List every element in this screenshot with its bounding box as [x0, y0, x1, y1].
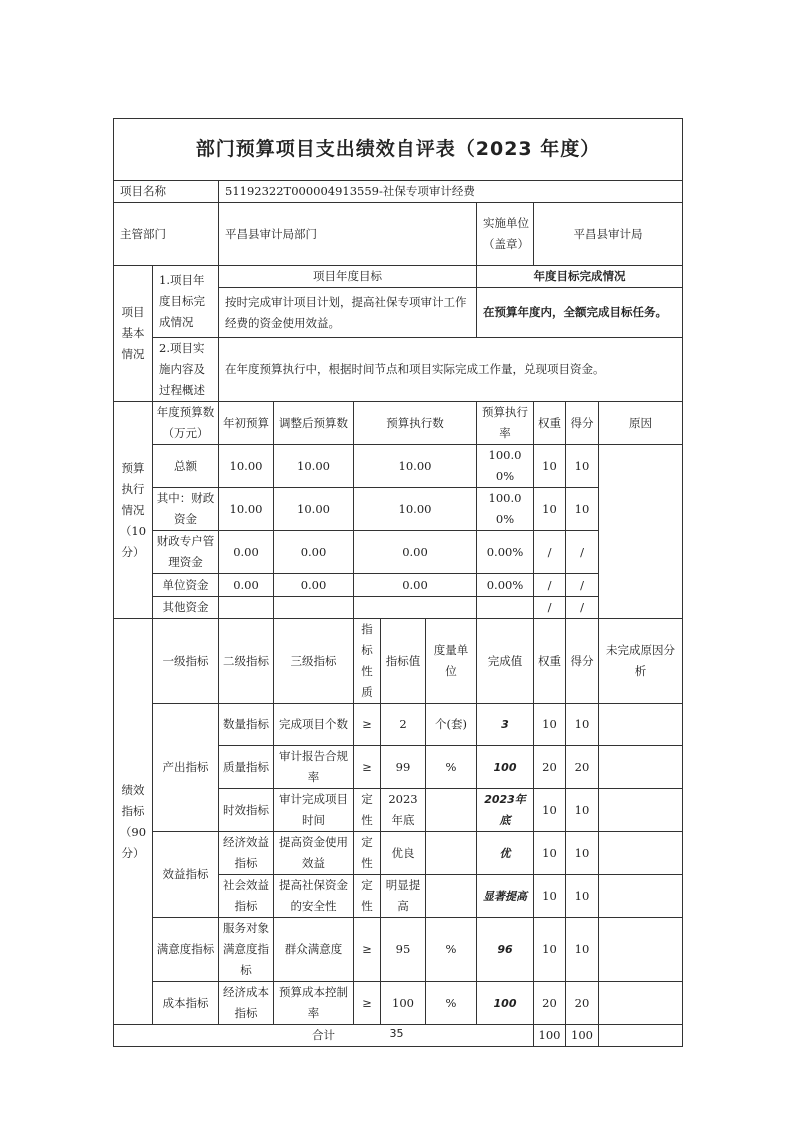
goal-label: 1.项目年度目标完成情况	[153, 266, 219, 338]
cell: %	[426, 918, 477, 982]
perf-header: 权重	[534, 619, 566, 704]
cell: 10	[534, 488, 566, 531]
perf-header: 得分	[566, 619, 599, 704]
cell: 完成项目个数	[274, 704, 354, 746]
cell: ≥	[354, 746, 381, 789]
cell: 100	[381, 982, 426, 1025]
cell: 0.00	[354, 574, 477, 597]
perf-row	[114, 982, 683, 1025]
cell	[354, 597, 477, 619]
cell: 10	[566, 488, 599, 531]
cell	[426, 875, 477, 918]
cell: 0.00	[274, 574, 354, 597]
basic-section-label: 项目基本情况	[114, 266, 153, 402]
cell: 其他资金	[153, 597, 219, 619]
goal-text: 按时完成审计项目计划，提高社保专项审计工作经费的资金使用效益。	[219, 288, 477, 338]
budget-row	[114, 574, 683, 597]
cell	[599, 875, 683, 918]
impl-unit-value: 平昌县审计局	[534, 203, 683, 266]
cell	[426, 832, 477, 875]
group-label: 满意度指标	[153, 918, 219, 982]
cell: 0.00	[219, 574, 274, 597]
cell	[599, 832, 683, 875]
cell: 单位资金	[153, 574, 219, 597]
perf-header: 一级指标	[153, 619, 219, 704]
cell: 0.00	[274, 531, 354, 574]
group-label: 成本指标	[153, 982, 219, 1025]
cell: 10	[534, 445, 566, 488]
page-number: 35	[389, 1027, 404, 1040]
cell: /	[566, 597, 599, 619]
cell: 优良	[381, 832, 426, 875]
project-name-label: 项目名称	[114, 181, 219, 203]
perf-header: 指标性质	[354, 619, 381, 704]
cell: 财政专户管理资金	[153, 531, 219, 574]
cell: 其中：财政资金	[153, 488, 219, 531]
cell: /	[534, 597, 566, 619]
cell: /	[534, 531, 566, 574]
cell: 总额	[153, 445, 219, 488]
total-weight: 100	[534, 1025, 566, 1047]
cell	[599, 982, 683, 1025]
cell: 10	[534, 789, 566, 832]
cell: 100	[477, 746, 534, 789]
cell: 质量指标	[219, 746, 274, 789]
cell: 显著提高	[477, 875, 534, 918]
cell: 优	[477, 832, 534, 875]
cell: 明显提高	[381, 875, 426, 918]
budget-row	[114, 488, 683, 531]
cell: 10.00	[354, 488, 477, 531]
cell: 10.00	[274, 488, 354, 531]
cell: 预算成本控制率	[274, 982, 354, 1025]
cell: %	[426, 746, 477, 789]
budget-header: 权重	[534, 402, 566, 445]
project-name-value: 51192322T000004913559-社保专项审计经费	[219, 181, 683, 203]
group-label: 效益指标	[153, 832, 219, 918]
cell: 3	[477, 704, 534, 746]
perf-header: 未完成原因分析	[599, 619, 683, 704]
perf-header: 完成值	[477, 619, 534, 704]
cell: 10	[534, 832, 566, 875]
cell: 0.00	[219, 531, 274, 574]
cell: 10	[534, 918, 566, 982]
budget-header: 调整后预算数	[274, 402, 354, 445]
budget-row	[114, 597, 683, 619]
cell: 10.00	[354, 445, 477, 488]
cell: 10.00	[274, 445, 354, 488]
cell: 10	[566, 875, 599, 918]
done-text: 在预算年度内，全额完成目标任务。	[477, 288, 683, 338]
goal-header: 项目年度目标	[219, 266, 477, 288]
cell: 社会效益指标	[219, 875, 274, 918]
cell: ≥	[354, 704, 381, 746]
cell	[274, 597, 354, 619]
cell: 20	[566, 746, 599, 789]
cell: 2023年底	[381, 789, 426, 832]
cell: 10	[534, 875, 566, 918]
cell: 96	[477, 918, 534, 982]
perf-row	[114, 704, 683, 746]
cell	[477, 597, 534, 619]
total-label: 合计	[114, 1025, 534, 1047]
group-label: 产出指标	[153, 704, 219, 832]
cell: 10.00	[219, 488, 274, 531]
cell: 10.00	[219, 445, 274, 488]
cell	[599, 704, 683, 746]
perf-header: 三级指标	[274, 619, 354, 704]
cell: 100	[477, 982, 534, 1025]
done-header: 年度目标完成情况	[477, 266, 683, 288]
cell: 审计报告合规率	[274, 746, 354, 789]
cell: 服务对象满意度指标	[219, 918, 274, 982]
cell: 定性	[354, 832, 381, 875]
cell: 10	[534, 704, 566, 746]
cell: 提高资金使用效益	[274, 832, 354, 875]
cell: 群众满意度	[274, 918, 354, 982]
cell: 时效指标	[219, 789, 274, 832]
cell	[599, 746, 683, 789]
cell: 提高社保资金的安全性	[274, 875, 354, 918]
budget-header: 预算执行数	[354, 402, 477, 445]
cell: 20	[534, 982, 566, 1025]
cell: ≥	[354, 918, 381, 982]
cell: 0.00	[354, 531, 477, 574]
cell: 10	[566, 445, 599, 488]
perf-header: 指标值	[381, 619, 426, 704]
cell: 定性	[354, 875, 381, 918]
budget-header: 年度预算数（万元）	[153, 402, 219, 445]
cell: 20	[566, 982, 599, 1025]
perf-header: 二级指标	[219, 619, 274, 704]
budget-header: 年初预算	[219, 402, 274, 445]
perf-row	[114, 918, 683, 982]
cell: /	[566, 574, 599, 597]
cell: 100.00%	[477, 445, 534, 488]
cell: 2023年底	[477, 789, 534, 832]
budget-row	[114, 445, 683, 488]
cell: 20	[534, 746, 566, 789]
cell: 0.00%	[477, 574, 534, 597]
impl-unit-label: 实施单位（盖章）	[477, 203, 534, 266]
cell: /	[566, 531, 599, 574]
cell: 数量指标	[219, 704, 274, 746]
cell: 10	[566, 832, 599, 875]
cell: 审计完成项目时间	[274, 789, 354, 832]
table-title: 部门预算项目支出绩效自评表（2023 年度）	[114, 119, 683, 181]
budget-section-label: 预算执行情况（10分）	[114, 402, 153, 619]
cell: 个(套)	[426, 704, 477, 746]
dept-value: 平昌县审计局部门	[219, 203, 477, 266]
perf-row	[114, 832, 683, 875]
cell: 定性	[354, 789, 381, 832]
self-evaluation-table	[113, 118, 683, 1047]
cell: 99	[381, 746, 426, 789]
cell: %	[426, 982, 477, 1025]
impl-content-text: 在年度预算执行中，根据时间节点和项目实际完成工作量，兑现项目资金。	[219, 338, 683, 402]
cell: ≥	[354, 982, 381, 1025]
budget-header: 预算执行率	[477, 402, 534, 445]
cell: /	[534, 574, 566, 597]
perf-header: 度量单位	[426, 619, 477, 704]
cell: 95	[381, 918, 426, 982]
cell: 2	[381, 704, 426, 746]
total-score: 100	[566, 1025, 599, 1047]
cell: 10	[566, 704, 599, 746]
cell: 10	[566, 789, 599, 832]
budget-header: 得分	[566, 402, 599, 445]
budget-row	[114, 531, 683, 574]
cell: 0.00%	[477, 531, 534, 574]
cell: 10	[566, 918, 599, 982]
cell	[599, 789, 683, 832]
perf-section-label: 绩效指标（90分）	[114, 619, 153, 1025]
cell	[219, 597, 274, 619]
dept-label: 主管部门	[114, 203, 219, 266]
budget-header: 原因	[599, 402, 683, 445]
reason-cell	[599, 445, 683, 619]
cell	[599, 918, 683, 982]
cell: 100.00%	[477, 488, 534, 531]
cell: 经济成本指标	[219, 982, 274, 1025]
cell: 经济效益指标	[219, 832, 274, 875]
cell	[426, 789, 477, 832]
impl-content-label: 2.项目实施内容及过程概述	[153, 338, 219, 402]
